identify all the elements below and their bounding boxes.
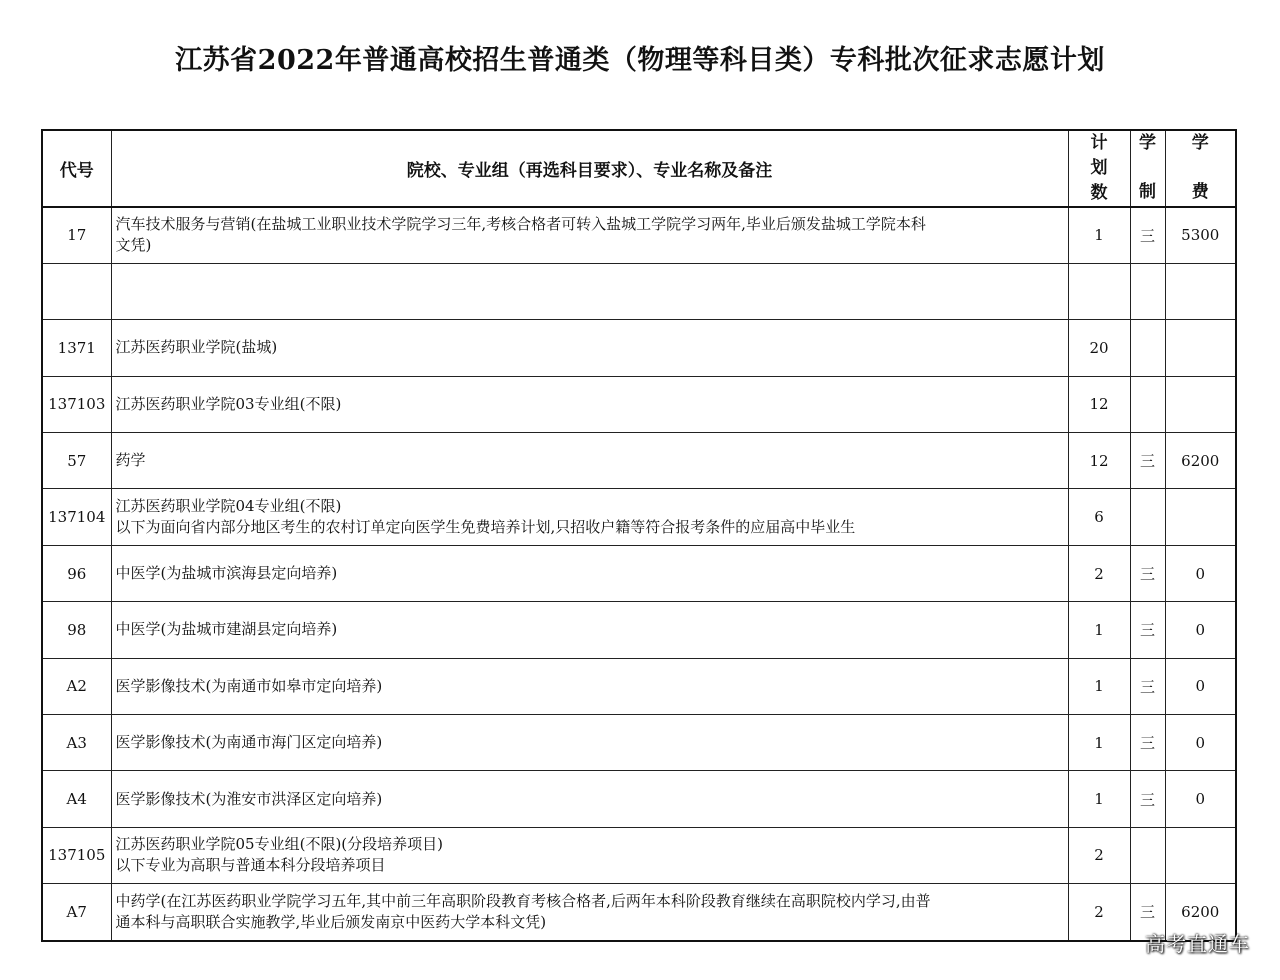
row-name xyxy=(111,263,1068,319)
row-tuition-fee: 0 xyxy=(1165,715,1236,771)
header-code: 代号 xyxy=(42,130,111,207)
row-code: A7 xyxy=(42,884,111,941)
table-row xyxy=(42,263,1236,319)
row-name-line: 江苏医药职业学院05专业组(不限)(分段培养项目) xyxy=(115,835,443,854)
row-name-line: 中医学(为盐城市滨海县定向培养) xyxy=(115,564,338,583)
page-title: 江苏省2022年普通高校招生普通类（物理等科目类）专科批次征求志愿计划 xyxy=(175,45,1105,76)
row-name-line: 医学影像技术(为淮安市洪泽区定向培养) xyxy=(115,789,383,808)
enrollment-plan-table xyxy=(41,129,1237,942)
row-code: 98 xyxy=(42,602,111,658)
table-row xyxy=(42,320,1236,376)
row-plan-count xyxy=(1068,263,1130,319)
row-name xyxy=(111,320,1068,376)
row-school-system xyxy=(1130,489,1165,545)
row-tuition-fee: 0 xyxy=(1165,771,1236,827)
row-plan-count: 2 xyxy=(1068,545,1130,601)
row-tuition-fee xyxy=(1165,320,1236,376)
header-fee-char: 费 xyxy=(1191,182,1209,202)
row-plan-count: 20 xyxy=(1068,320,1130,376)
row-name-line: 江苏医药职业学院(盐城) xyxy=(115,338,278,357)
row-school-system: 三 xyxy=(1130,602,1165,658)
row-code: 17 xyxy=(42,207,111,263)
table-row xyxy=(42,884,1236,941)
row-school-system: 三 xyxy=(1130,207,1165,263)
row-name-line: 以下为面向省内部分地区考生的农村订单定向医学生免费培养计划,只招收户籍等符合报考条件的应届高中毕业生 xyxy=(115,518,856,537)
row-name-line: 文凭) xyxy=(115,236,152,255)
row-name-line: 江苏医药职业学院03专业组(不限) xyxy=(115,394,342,413)
row-code: 137105 xyxy=(42,827,111,883)
row-name xyxy=(111,827,1068,883)
row-tuition-fee: 6200 xyxy=(1165,433,1236,489)
row-plan-count: 1 xyxy=(1068,715,1130,771)
row-name xyxy=(111,771,1068,827)
row-tuition-fee xyxy=(1165,376,1236,432)
header-system-char: 学 xyxy=(1139,133,1156,153)
table-row xyxy=(42,602,1236,658)
row-name-line: 医学影像技术(为南通市如皋市定向培养) xyxy=(115,676,383,695)
row-plan-count: 6 xyxy=(1068,489,1130,545)
row-name-line: 汽车技术服务与营销(在盐城工业职业技术学院学习三年,考核合格者可转入盐城工学院学习两年,毕业后颁发盐城工学院本科 xyxy=(115,215,926,234)
row-school-system xyxy=(1130,263,1165,319)
row-name-line: 中药学(在江苏医药职业学院学习五年,其中前三年高职阶段教育考核合格者,后两年本科阶段教育继续在高职院校内学习,由普 xyxy=(115,891,931,910)
table-row xyxy=(42,658,1236,714)
row-code: A3 xyxy=(42,715,111,771)
row-plan-count: 1 xyxy=(1068,602,1130,658)
row-name-line: 以下专业为高职与普通本科分段培养项目 xyxy=(115,856,386,875)
row-tuition-fee: 0 xyxy=(1165,545,1236,601)
header-plan-char: 数 xyxy=(1090,183,1108,203)
row-name xyxy=(111,884,1068,941)
row-school-system: 三 xyxy=(1130,884,1165,941)
row-name xyxy=(111,715,1068,771)
row-code: 57 xyxy=(42,433,111,489)
row-school-system: 三 xyxy=(1130,715,1165,771)
table-row xyxy=(42,771,1236,827)
row-school-system: 三 xyxy=(1130,658,1165,714)
table-row xyxy=(42,545,1236,601)
header-name: 院校、专业组（再选科目要求）、专业名称及备注 xyxy=(111,130,1068,207)
table-header-row xyxy=(42,130,1236,207)
table-row xyxy=(42,207,1236,263)
table-row xyxy=(42,827,1236,883)
row-name-line: 医学影像技术(为南通市海门区定向培养) xyxy=(115,733,383,752)
row-tuition-fee: 6200 xyxy=(1165,884,1236,941)
row-code: 1371 xyxy=(42,320,111,376)
row-school-system: 三 xyxy=(1130,545,1165,601)
row-name-line: 药学 xyxy=(115,451,146,470)
row-code: 96 xyxy=(42,545,111,601)
row-tuition-fee: 0 xyxy=(1165,658,1236,714)
row-plan-count: 12 xyxy=(1068,433,1130,489)
table-row xyxy=(42,715,1236,771)
row-school-system xyxy=(1130,376,1165,432)
header-school-system xyxy=(1130,130,1165,207)
table-row xyxy=(42,376,1236,432)
row-name-line: 中医学(为盐城市建湖县定向培养) xyxy=(115,620,338,639)
table-body xyxy=(42,207,1236,941)
row-code: A2 xyxy=(42,658,111,714)
row-name xyxy=(111,658,1068,714)
row-code: 137104 xyxy=(42,489,111,545)
table-row xyxy=(42,489,1236,545)
row-name-line: 通本科与高职联合实施教学,毕业后颁发南京中医药大学本科文凭) xyxy=(115,912,547,931)
row-tuition-fee xyxy=(1165,263,1236,319)
header-plan-count xyxy=(1068,130,1130,207)
watermark: 高考直通车 xyxy=(1145,932,1250,956)
row-code: A4 xyxy=(42,771,111,827)
row-school-system xyxy=(1130,320,1165,376)
row-plan-count: 12 xyxy=(1068,376,1130,432)
row-code xyxy=(42,263,111,319)
row-plan-count: 2 xyxy=(1068,827,1130,883)
row-name xyxy=(111,376,1068,432)
row-plan-count: 1 xyxy=(1068,658,1130,714)
row-name xyxy=(111,433,1068,489)
row-tuition-fee: 5300 xyxy=(1165,207,1236,263)
row-plan-count: 1 xyxy=(1068,207,1130,263)
row-school-system: 三 xyxy=(1130,771,1165,827)
row-name xyxy=(111,489,1068,545)
row-name xyxy=(111,602,1068,658)
row-plan-count: 2 xyxy=(1068,884,1130,941)
row-school-system xyxy=(1130,827,1165,883)
row-tuition-fee xyxy=(1165,827,1236,883)
header-plan-char: 计 xyxy=(1090,133,1108,153)
row-name xyxy=(111,545,1068,601)
header-system-char: 制 xyxy=(1139,182,1156,202)
row-school-system: 三 xyxy=(1130,433,1165,489)
row-tuition-fee xyxy=(1165,489,1236,545)
header-tuition-fee xyxy=(1165,130,1236,207)
row-plan-count: 1 xyxy=(1068,771,1130,827)
row-tuition-fee: 0 xyxy=(1165,602,1236,658)
header-plan-char: 划 xyxy=(1090,158,1108,178)
row-name-line: 江苏医药职业学院04专业组(不限) xyxy=(115,497,342,516)
row-name xyxy=(111,207,1068,263)
row-code: 137103 xyxy=(42,376,111,432)
table-row xyxy=(42,433,1236,489)
header-fee-char: 学 xyxy=(1191,133,1209,153)
